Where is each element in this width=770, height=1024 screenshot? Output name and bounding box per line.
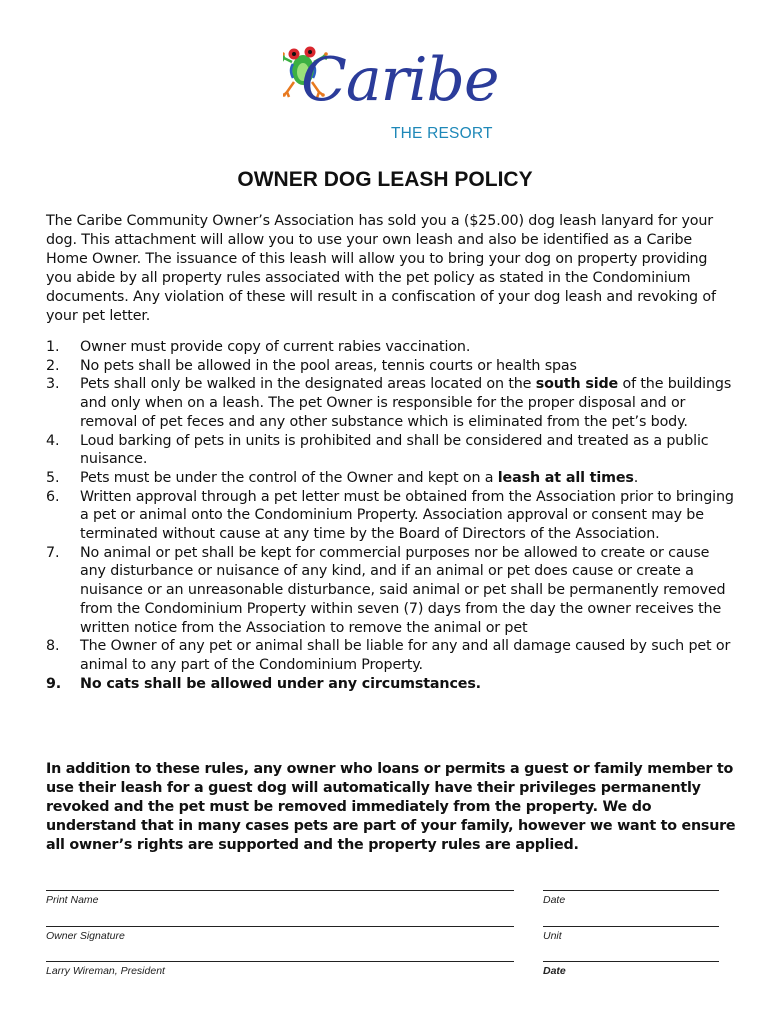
rule-item	[46, 544, 736, 638]
intro-paragraph: The Caribe Community Owner’s Association has sold you a ($25.00) dog leash lanyard for your dog. This attachment will allow you to use your own leash and also be identified as a Caribe Home Owner. The issuance of this leash will allow you to bring your dog on property providing you abide by all property rules associated with the pet policy as stated in the Condominium documents. Any violation of these will result in a confiscation of your dog leash and revoking of your pet letter.	[46, 213, 716, 324]
rule-item	[46, 637, 736, 674]
logo	[283, 36, 499, 148]
rule-number: 3.	[46, 376, 60, 393]
date-label: Date	[543, 894, 566, 906]
page-title: OWNER DOG LEASH POLICY	[237, 168, 533, 191]
rule-item	[46, 469, 736, 488]
rule-text: Pets must be under the control of the Owner and kept on a	[80, 469, 498, 486]
rule-text: Pets shall only be walked in the designated areas located on the	[80, 376, 536, 393]
unit-label: Unit	[543, 930, 562, 942]
rule-item	[46, 357, 736, 376]
rule-number: 4.	[46, 432, 60, 449]
rule-text: No cats shall be allowed under any circumstances.	[80, 675, 481, 692]
brand-name: Caribe	[301, 45, 499, 115]
rule-number: 1.	[46, 339, 60, 355]
president-date-label: Date	[543, 965, 566, 977]
rule-item	[46, 432, 736, 469]
rule-number: 6.	[46, 488, 60, 505]
rule-item	[46, 338, 736, 357]
date-line[interactable]	[543, 890, 719, 891]
rule-text: No pets shall be allowed in the pool areas, tennis courts or health spas	[80, 357, 577, 374]
rule-text: Written approval through a pet letter must be obtained from the Association prior to bringing a pet or animal onto the Condominium Property. Association approval or consent may be terminated without cause at any time by the Board of Directors of the Association.	[80, 488, 734, 543]
print-name-label: Print Name	[46, 894, 99, 906]
rule-emphasis: leash at all times	[497, 469, 634, 486]
president-signature-line[interactable]	[46, 961, 514, 962]
rule-number: 2.	[46, 357, 60, 374]
rule-number: 7.	[46, 544, 60, 561]
rule-item	[46, 675, 736, 694]
owner-signature-label: Owner Signature	[46, 930, 125, 942]
rule-number: 5.	[46, 469, 60, 486]
brand-subtitle: THE RESORT	[391, 125, 493, 142]
rule-item	[46, 375, 736, 431]
rule-text: .	[633, 469, 639, 486]
rule-text: Loud barking of pets in units is prohibited and shall be considered and treated as a public nuisance.	[80, 432, 709, 468]
rule-text: Owner must provide copy of current rabies vaccination.	[80, 339, 471, 355]
president-label: Larry Wireman, President	[46, 965, 165, 977]
owner-signature-line[interactable]	[46, 926, 514, 927]
print-name-line[interactable]	[46, 890, 514, 891]
rule-text: The Owner of any pet or animal shall be liable for any and all damage caused by such pet or animal to any part of the Condominium Property.	[80, 638, 731, 673]
rule-emphasis: south side	[535, 376, 619, 393]
rules-list	[46, 338, 736, 693]
closing-paragraph: In addition to these rules, any owner who loans or permits a guest or family member to use their leash for a guest dog will automatically have their privileges permanently revoked and the pet must be removed immediately from the property. We do understand that in many cases pets are part of your family, however we want to ensure all owner’s rights are supported and the property rules are applied.	[46, 761, 736, 853]
unit-line[interactable]	[543, 926, 719, 927]
rule-text: No animal or pet shall be kept for commercial purposes nor be allowed to create or cause any disturbance or nuisance of any kind, and if an animal or pet does cause or create a nuisance or an unreasonable disturbance, said animal or pet shall be permanently removed from the Condominium Property within seven (7) days from the day the owner receives the written notice from the Association to remove the animal or pet	[80, 544, 726, 636]
rule-number: 8.	[46, 638, 60, 655]
rule-item	[46, 488, 736, 544]
rule-number: 9.	[46, 675, 62, 692]
rule-text: of the buildings and only when on a leash. The pet Owner is responsible for the proper disposal and or removal of pet feces and any other substance which is eliminated from the pet’s body.	[80, 376, 732, 430]
president-date-line[interactable]	[543, 961, 719, 962]
